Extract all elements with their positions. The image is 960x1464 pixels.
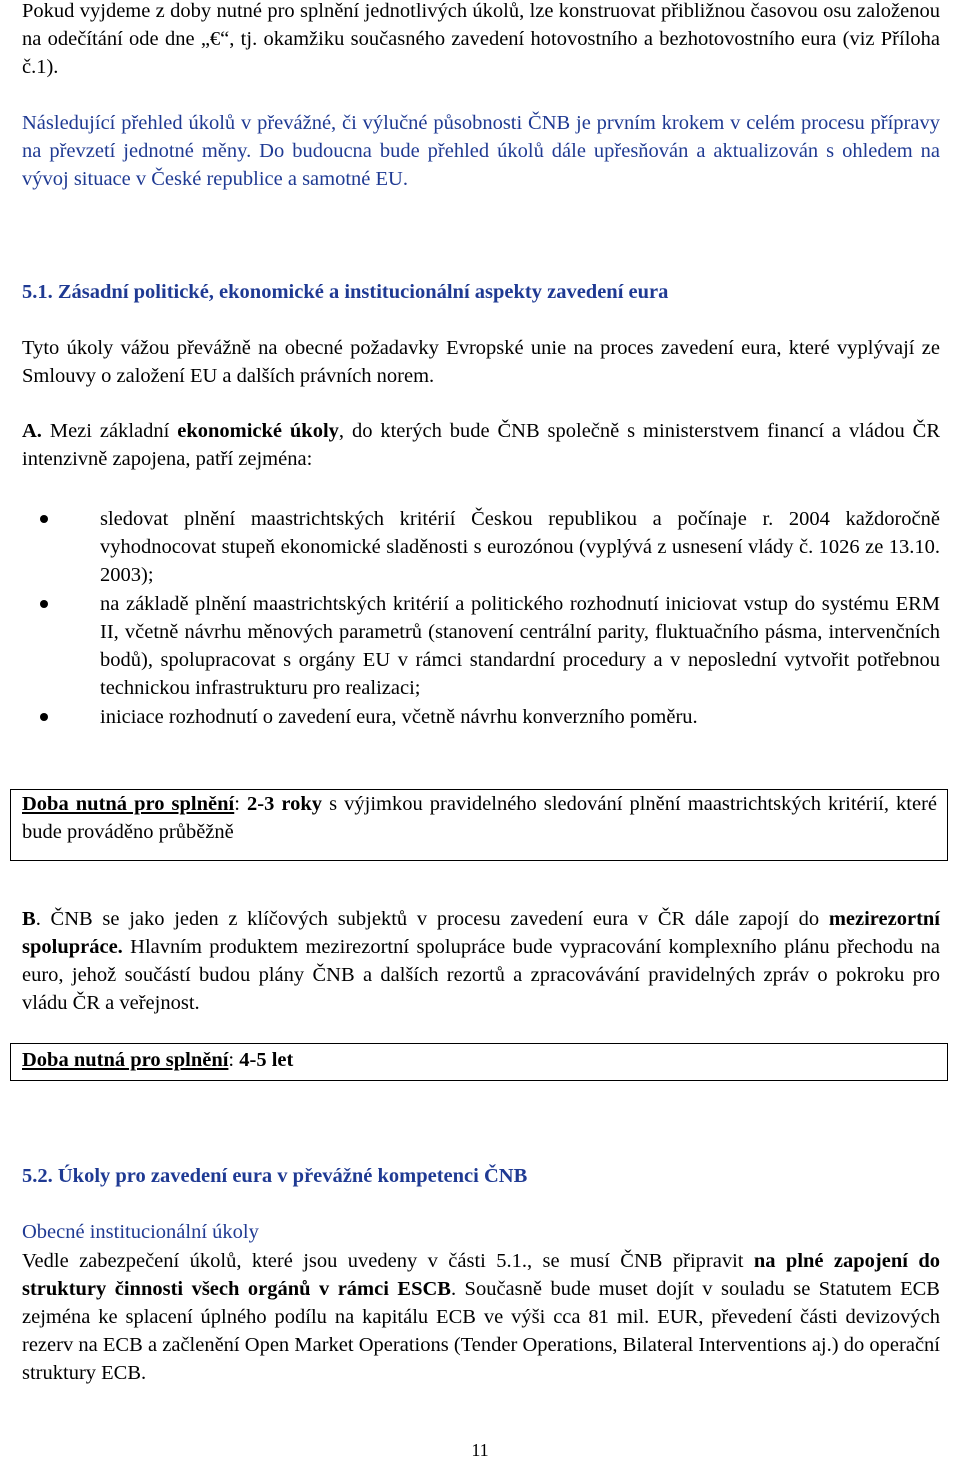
paragraph-institutional	[22, 1247, 940, 1387]
bullet-icon	[40, 713, 48, 721]
institutional-text-2: . Současně bude muset dojít v souladu se Statutem ECB zejména ke splacení úplného podílu na kapitálu ECB ve výši cca 81 mil. EUR, převedení části devizových rezerv na ECB a začlenění Open Market Operations (Tender Operations, Bilateral Interventions aj.) do operační struktury ECB.	[22, 1278, 940, 1384]
deadline-a-colon: :	[234, 793, 247, 815]
deadline-a-value: 2-3 roky	[247, 793, 323, 815]
paragraph-interministerial	[22, 905, 940, 1017]
item-letter-a: A.	[22, 420, 42, 442]
institutional-text-1: Vedle zabezpečení úkolů, které jsou uvedeny v části 5.1., se musí ČNB připravit	[22, 1250, 754, 1272]
overview-first-sentence: Následující přehled úkolů v převážné, či výlučné působnosti ČNB je prvním krokem v celém procesu přípravy na převzetí jednotné měny.	[22, 112, 940, 162]
deadline-a-rest: s výjimkou pravidelného sledování plnění maastrichtských kritérií, které bude prováděno průběžně	[22, 793, 937, 843]
deadline-box-b	[10, 1043, 948, 1081]
subsection-heading: Obecné institucionální úkoly	[22, 1221, 259, 1243]
economic-tasks-text-2: , do kterých bude ČNB společně s ministerstvem financí a vládou ČR intenzivně zapojena, patří zejména:	[22, 420, 940, 470]
economic-tasks-bold: ekonomické úkoly	[177, 420, 339, 442]
list-item-text: sledovat plnění maastrichtských kritérií Českou republikou a počínaje r. 2004 každoročně vyhodnocovat stupeň ekonomické sladěnosti s eurozónou (vyplývá z usnesení vlády č. 1026 ze 13.10. 2003);	[100, 508, 940, 586]
deadline-b-label: Doba nutná pro splnění	[22, 1049, 229, 1071]
paragraph-timeline: Pokud vyjdeme z doby nutné pro splnění jednotlivých úkolů, lze konstruovat přibližnou časovou osu založenou na odečítání ode dne „€“, tj. okamžiku současného zavedení hotovostního a bezhotovostního eura (viz Příloha č.1).	[22, 0, 940, 78]
deadline-b-text	[22, 1046, 947, 1074]
institutional-bold: na plné zapojení do struktury činnosti všech orgánů v rámci ESCB	[22, 1250, 940, 1300]
page-number: 11	[471, 1440, 489, 1460]
deadline-box-a	[10, 789, 948, 861]
section-5-2-heading: 5.2. Úkoly pro zavedení eura v převážné kompetenci ČNB	[22, 1165, 528, 1187]
paragraph-economic-tasks	[22, 417, 940, 473]
interministerial-bold: mezirezortní spolupráce.	[22, 908, 940, 958]
interministerial-text-1: . ČNB se jako jeden z klíčových subjektů v procesu zavedení eura v ČR dále zapojí do	[35, 908, 829, 930]
list-item	[22, 505, 940, 589]
list-item	[22, 590, 940, 702]
deadline-b-colon: :	[228, 1049, 240, 1071]
list-item	[22, 703, 940, 731]
deadline-a-label: Doba nutná pro splnění	[22, 793, 235, 815]
interministerial-text-2: Hlavním produktem mezirezortní spolupráce bude vypracování komplexního plánu přechodu na euro, jehož součástí budou plány ČNB a dalších rezortů a zpracovávání pravidelných zpráv o pokroku pro vládu ČR a veřejnost.	[22, 936, 940, 1014]
bullet-icon	[40, 600, 48, 608]
section-5-1-heading: 5.1. Zásadní politické, ekonomické a institucionální aspekty zavedení eura	[22, 281, 669, 303]
bullet-icon	[40, 515, 48, 523]
deadline-b-value: 4-5 let	[239, 1049, 294, 1071]
economic-tasks-list	[22, 505, 940, 731]
economic-tasks-text-1: Mezi základní	[41, 420, 178, 442]
item-letter-b: B	[22, 908, 36, 930]
list-item-text: iniciace rozhodnutí o zavedení eura, včetně návrhu konverzního poměru.	[100, 706, 698, 728]
deadline-a-text	[22, 790, 947, 846]
list-item-text: na základě plnění maastrichtských kritérií a politického rozhodnutí iniciovat vstup do systému ERM II, včetně návrhu měnových parametrů (stanovení centrální parity, fluktuačního pásma, intervenčních bodů), spolupracovat s orgány EU v rámci standardní procedury a v neposlední vytvořit potřebnou technickou infrastrukturu pro realizaci;	[100, 593, 940, 699]
overview-second-sentence: Do budoucna bude přehled úkolů dále upřesňován a aktualizován s ohledem na vývoj situace v České republice a samotné EU.	[22, 140, 940, 190]
paragraph-eu-requirements: Tyto úkoly vážou převážně na obecné požadavky Evropské unie na proces zavedení eura, které vyplývají ze Smlouvy o založení EU a dalších právních norem.	[22, 337, 940, 387]
paragraph-overview	[22, 109, 940, 193]
